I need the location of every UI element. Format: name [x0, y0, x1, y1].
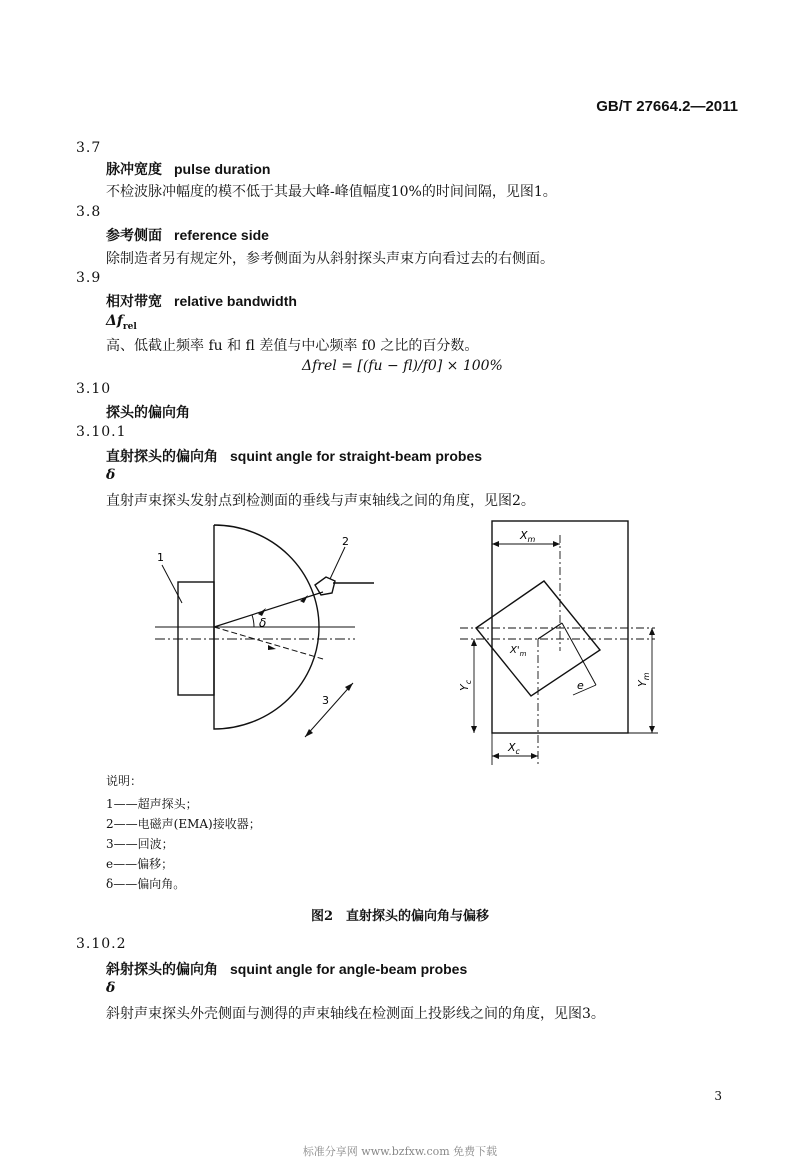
arrowhead	[345, 683, 353, 691]
page-number: 3	[714, 1089, 722, 1103]
arrowhead	[471, 639, 477, 646]
section-number-3-10: 3.10	[76, 381, 112, 397]
legend-item: e——偏移；	[106, 857, 174, 871]
term-zh: 斜射探头的偏向角	[106, 962, 218, 978]
legend-item: 2——电磁声(EMA)接收器；	[106, 817, 261, 831]
echo-arrow	[268, 645, 276, 650]
callout-2: 2	[342, 535, 349, 548]
yc-label: $Y_c$	[458, 679, 473, 691]
offset-line	[562, 623, 596, 685]
term-en: reference side	[174, 227, 269, 243]
symbol-delta: δ	[106, 467, 116, 483]
term-squint-angle-beam	[106, 959, 467, 979]
definition-3-8: 除制造者另有规定外，参考侧面为从斜射探头声束方向看过去的右侧面。	[106, 251, 554, 267]
legend-title: 说明：	[106, 774, 143, 788]
term-squint-straight	[106, 446, 482, 466]
definition-3-10-2: 斜射声束探头外壳侧面与测得的声束轴线在检测面上投影线之间的角度，见图3。	[106, 1006, 605, 1022]
symbol-delta-f-rel: $\Delta f_{rel}$	[106, 313, 137, 332]
watermark-footer: 标准分享网 www.bzfxw.com 免费下载	[302, 1145, 498, 1158]
section-number-3-10-1: 3.10.1	[76, 424, 127, 440]
leader-line	[162, 565, 182, 603]
figure-2-offset-diagram	[440, 515, 670, 765]
legend-item: 1——超声探头；	[106, 797, 198, 811]
xm-label: $X_m$	[520, 529, 536, 544]
callout-3: 3	[322, 694, 329, 707]
xm-prime-label: $X'_m$	[510, 645, 527, 658]
arrowhead	[649, 628, 655, 635]
term-zh: 参考侧面	[106, 228, 162, 244]
figure-caption: 图2 直射探头的偏向角与偏移	[310, 909, 490, 924]
angle-arc	[252, 615, 254, 627]
section-title-3-10: 探头的偏向角	[106, 405, 190, 421]
ema-receiver	[315, 577, 335, 595]
term-reference-side	[106, 225, 269, 245]
term-zh: 脉冲宽度	[106, 162, 162, 178]
e-label: e	[577, 679, 584, 692]
term-relative-bandwidth	[106, 291, 297, 311]
term-en: pulse duration	[174, 161, 271, 177]
beam-projection	[538, 623, 562, 639]
arrowhead	[305, 729, 313, 737]
delta-label: δ	[259, 616, 267, 630]
term-en: relative bandwidth	[174, 293, 297, 309]
term-zh: 相对带宽	[106, 294, 162, 310]
echo-path	[214, 627, 323, 659]
section-number-3-10-2: 3.10.2	[76, 936, 127, 952]
arrowhead	[531, 753, 538, 759]
symbol-delta: δ	[106, 980, 116, 996]
figure-2-probe-diagram	[140, 515, 390, 745]
definition-3-9: 高、低截止频率 fu 和 fl 差值与中心频率 f0 之比的百分数。	[106, 338, 479, 354]
leader-line	[330, 547, 345, 579]
section-number-3-7: 3.7	[76, 140, 102, 156]
formula-relative-bandwidth: Δfrel = [(fu − fl)/f0] × 100%	[302, 358, 503, 374]
standard-number: GB/T 27664.2—2011	[596, 98, 738, 115]
ym-label: $Y_m$	[636, 672, 651, 687]
arrowhead	[553, 541, 560, 547]
arrowhead	[471, 726, 477, 733]
callout-1: 1	[157, 551, 164, 564]
legend-item: δ——偏向角。	[106, 877, 186, 891]
term-en: squint angle for straight-beam probes	[230, 448, 483, 464]
xc-label: $X_c$	[508, 741, 520, 756]
section-number-3-9: 3.9	[76, 270, 102, 286]
arrowhead	[492, 753, 499, 759]
echo-direction	[305, 683, 353, 737]
arrowhead	[492, 541, 499, 547]
term-pulse-duration	[106, 159, 270, 179]
legend-item: 3——回波；	[106, 837, 174, 851]
arrowhead	[649, 726, 655, 733]
definition-3-7: 不检波脉冲幅度的模不低于其最大峰-峰值幅度10%的时间间隔，见图1。	[106, 184, 557, 200]
section-number-3-8: 3.8	[76, 204, 102, 220]
term-en: squint angle for angle-beam probes	[230, 961, 468, 977]
term-zh: 直射探头的偏向角	[106, 449, 218, 465]
definition-3-10-1: 直射声束探头发射点到检测面的垂线与声束轴线之间的角度，见图2。	[106, 493, 535, 509]
